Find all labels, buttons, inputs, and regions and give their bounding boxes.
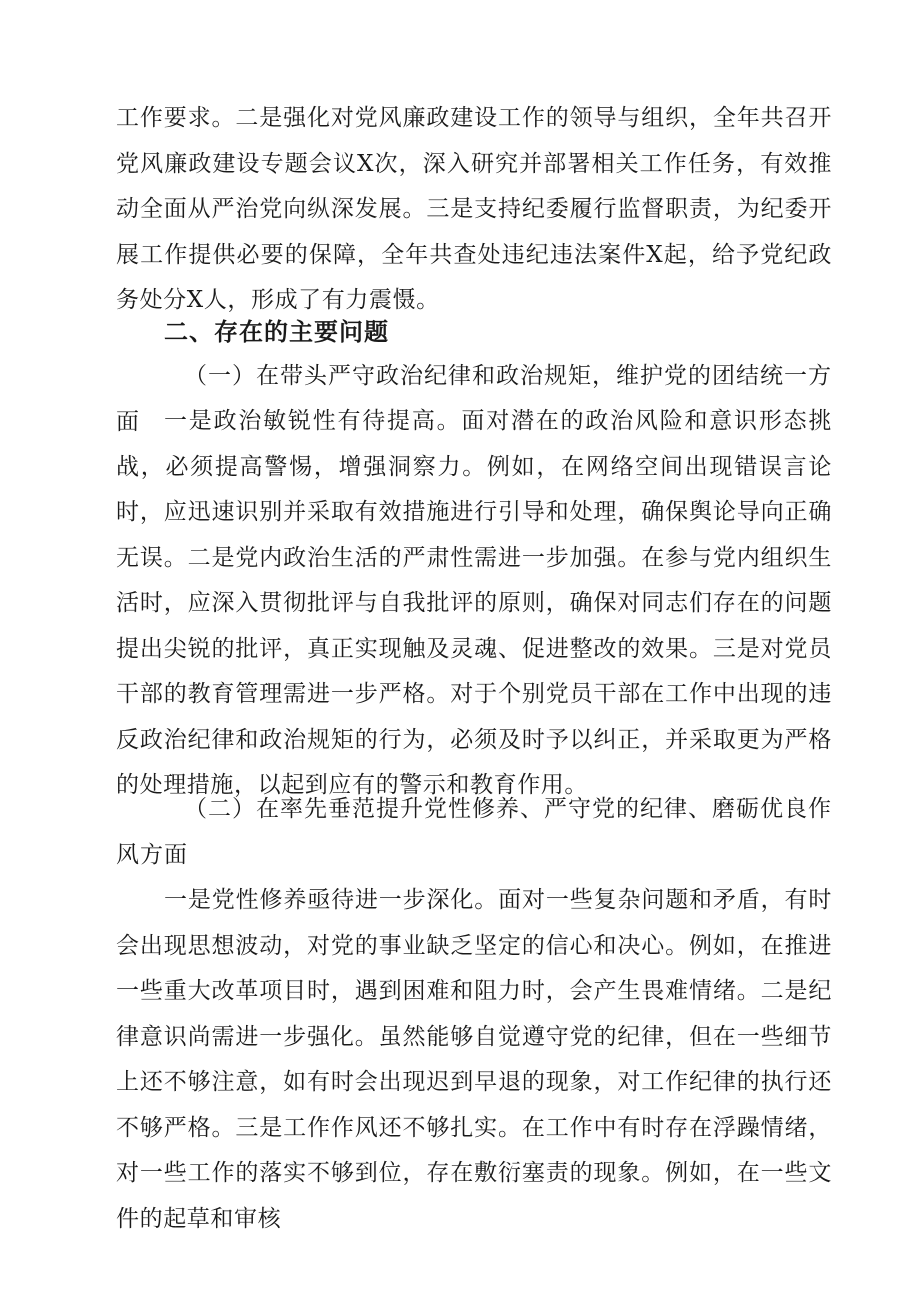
paragraph-politics: 一是政治敏锐性有待提高。面对潜在的政治风险和意识形态挑战，必须提高警惕，增强洞察力。例如，在网络空间出现错误言论时，应迅速识别并采取有效措施进行引导和处理，确保舆论导向正确无误。二是党内政治生活的严肃性需进一步加强。在参与党内组织生活时，应深入贯彻批评与自我批评的原则，确保对同志们存在的问题提出尖锐的批评，真正实现触及灵魂、促进整改的效果。三是对党员干部的教育管理需进一步严格。对于个别党员干部在工作中出现的违反政治纪律和政治规矩的行为，必须及时予以纠正，并采取更为严格的处理措施，以起到应有的警示和教育作用。 bbox=[116, 408, 832, 798]
subheading-party-spirit: （二）在率先垂范提升党性修养、严守党的纪律、磨砺优良作风方面 bbox=[116, 796, 832, 868]
subheading-politics: （一）在带头严守政治纪律和政治规矩，维护党的团结统一方面 bbox=[116, 363, 832, 435]
paragraph-continuation: 工作要求。二是强化对党风廉政建设工作的领导与组织，全年共召开党风廉政建设专题会议X次，深入研究并部署相关工作任务，有效推动全面从严治党向纵深发展。三是支持纪委履行监督职责，为纪委开展工作提供必要的保障，全年共查处违纪违法案件X起，给予党纪政务处分X人，形成了有力震慑。 bbox=[116, 105, 832, 313]
section-heading: 二、存在的主要问题 bbox=[164, 318, 389, 346]
paragraph-party-spirit: 一是党性修养亟待进一步深化。面对一些复杂问题和矛盾，有时会出现思想波动，对党的事业缺乏坚定的信心和决心。例如，在推进一些重大改革项目时，遇到困难和阻力时，会产生畏难情绪。二是纪律意识尚需进一步强化。虽然能够自觉遵守党的纪律，但在一些细节上还不够注意，如有时会出现迟到早退的现象，对工作纪律的执行还不够严格。三是工作作风还不够扎实。在工作中有时存在浮躁情绪，对一些工作的落实不够到位，存在敷衍塞责的现象。例如，在一些文件的起草和审核 bbox=[116, 887, 832, 1232]
